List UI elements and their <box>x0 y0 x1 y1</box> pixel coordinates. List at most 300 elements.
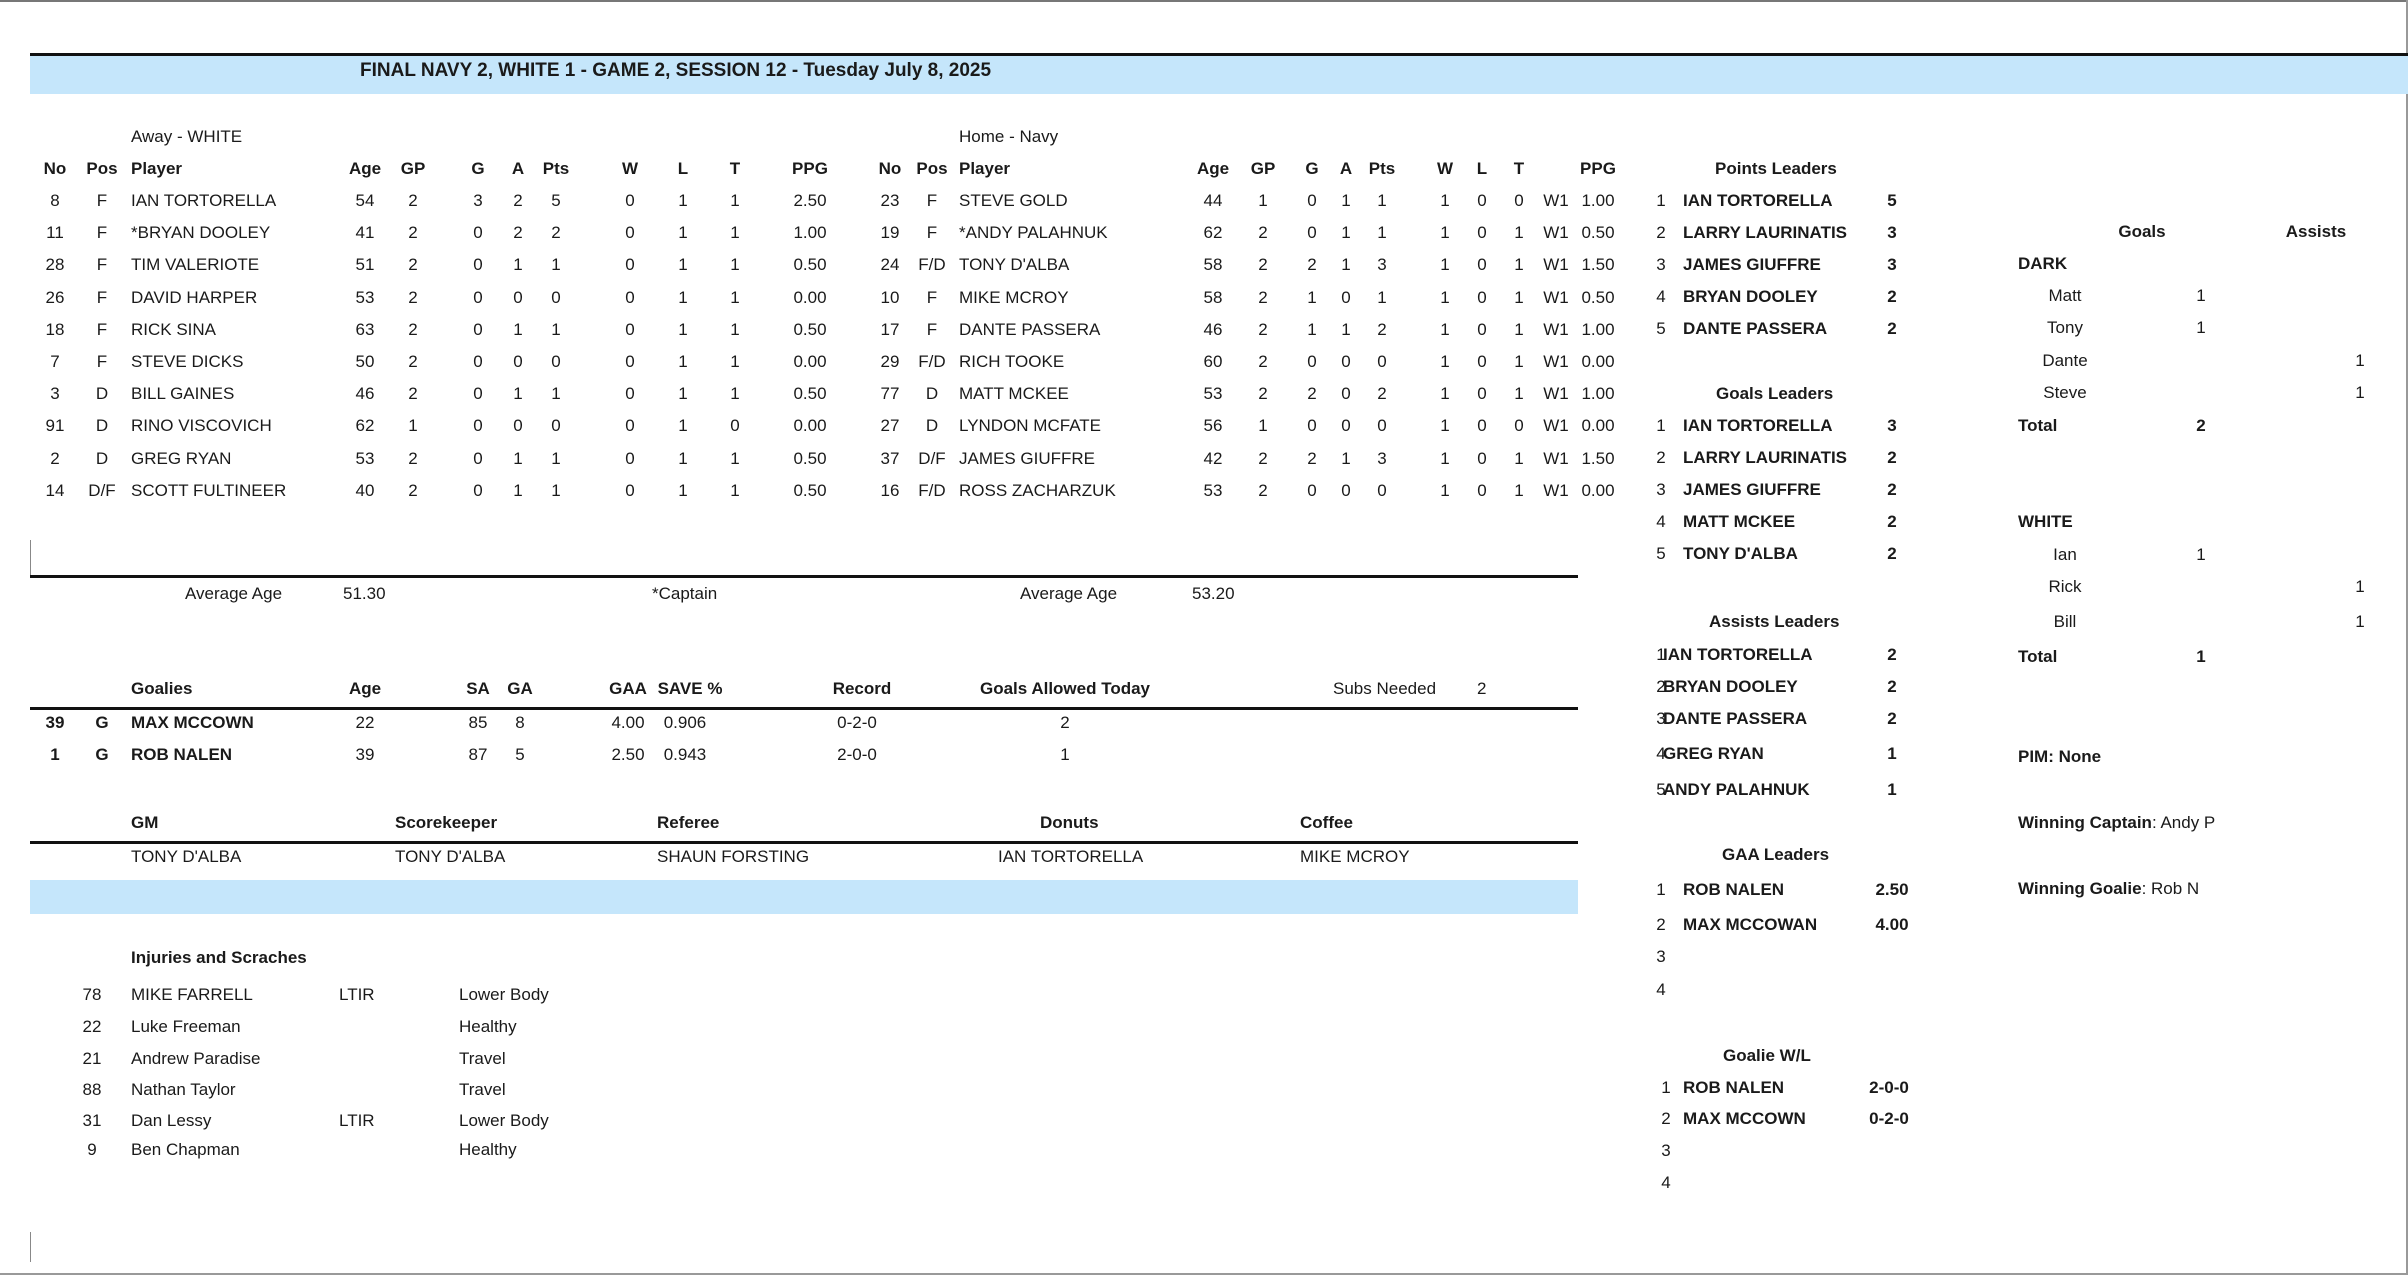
player-name: JAMES GIUFFRE <box>959 449 1096 468</box>
player-number: 3 <box>50 384 60 403</box>
player-number: 7 <box>50 352 60 371</box>
player-position: F <box>96 320 108 339</box>
leader-name: BRYAN DOOLEY <box>1683 287 1818 306</box>
player-ties: 1 <box>1514 223 1524 242</box>
player-assists: 1 <box>1341 320 1351 339</box>
header-age: Age <box>348 159 382 178</box>
staff-value: TONY D'ALBA <box>395 847 506 866</box>
player-assists: 0 <box>513 288 523 307</box>
player-gp: 2 <box>1258 255 1268 274</box>
leader-rank: 4 <box>1656 287 1666 306</box>
scorer-name: Ian <box>2053 545 2077 564</box>
player-losses: 1 <box>678 449 688 468</box>
player-assists: 0 <box>1341 416 1351 435</box>
winning-captain-value: : Andy P <box>2151 813 2216 832</box>
header-gp: GP <box>400 159 426 178</box>
player-wins: 0 <box>625 320 635 339</box>
player-points: 2 <box>1377 320 1387 339</box>
player-number: 27 <box>880 416 900 435</box>
leader-rank: 5 <box>1656 319 1666 338</box>
player-age: 42 <box>1203 449 1223 468</box>
player-ppg: 1.00 <box>1581 384 1615 403</box>
player-points: 2 <box>551 223 561 242</box>
player-assists: 1 <box>1341 255 1351 274</box>
player-gp: 2 <box>1258 352 1268 371</box>
leaders-title: Goals Leaders <box>1716 384 1834 403</box>
header-a: A <box>1339 159 1353 178</box>
player-number: 8 <box>50 191 60 210</box>
winning-goalie-label: Winning Goalie <box>2018 879 2142 898</box>
goalie-save-pct: 0.906 <box>663 713 707 732</box>
player-position: F <box>926 191 938 210</box>
player-position: F/D <box>918 481 946 500</box>
player-position: D/F <box>918 449 946 468</box>
home-average-age-label: Average Age <box>1020 584 1118 603</box>
roster-bottom-rule <box>30 575 1578 578</box>
subs-needed-value: 2 <box>1477 679 1487 698</box>
player-ppg: 0.50 <box>1581 223 1615 242</box>
player-number: 17 <box>880 320 900 339</box>
player-goals: 0 <box>1307 481 1317 500</box>
player-losses: 1 <box>678 481 688 500</box>
injury-name: Ben Chapman <box>131 1140 240 1159</box>
player-losses: 1 <box>678 288 688 307</box>
player-wins: 0 <box>625 384 635 403</box>
frame-top <box>0 0 2408 2</box>
player-position: F/D <box>918 255 946 274</box>
player-gp: 2 <box>408 255 418 274</box>
player-points: 1 <box>551 384 561 403</box>
staff-header: GM <box>131 813 159 832</box>
player-age: 44 <box>1203 191 1223 210</box>
player-ppg: 1.50 <box>1581 255 1615 274</box>
player-ties: 1 <box>730 449 740 468</box>
leader-name: LARRY LAURINATIS <box>1683 223 1848 242</box>
player-ties: 0 <box>1514 191 1524 210</box>
staff-header: Coffee <box>1300 813 1353 832</box>
player-streak: W1 <box>1543 449 1569 468</box>
player-age: 46 <box>1203 320 1223 339</box>
player-ppg: 0.50 <box>793 255 827 274</box>
leader-name: TONY D'ALBA <box>1683 544 1798 563</box>
leader-value: 3 <box>1887 416 1897 435</box>
leader-name: LARRY LAURINATIS <box>1683 448 1848 467</box>
player-name: IAN TORTORELLA <box>131 191 277 210</box>
player-goals: 0 <box>473 449 483 468</box>
injury-number: 22 <box>82 1017 102 1036</box>
player-points: 3 <box>1377 255 1387 274</box>
player-gp: 2 <box>408 223 418 242</box>
injuries-title: Injuries and Scraches <box>131 948 307 967</box>
player-number: 23 <box>880 191 900 210</box>
player-points: 5 <box>551 191 561 210</box>
player-age: 58 <box>1203 255 1223 274</box>
player-ppg: 1.00 <box>1581 320 1615 339</box>
goalies-header-age: Age <box>348 679 382 698</box>
player-wins: 1 <box>1440 384 1450 403</box>
player-losses: 1 <box>678 255 688 274</box>
player-number: 37 <box>880 449 900 468</box>
header-ppg: PPG <box>1580 159 1616 178</box>
goalie-position: G <box>95 745 109 764</box>
goalie-ga: 5 <box>515 745 525 764</box>
player-age: 60 <box>1203 352 1223 371</box>
player-goals: 0 <box>473 352 483 371</box>
player-wins: 1 <box>1440 288 1450 307</box>
player-losses: 0 <box>1477 191 1487 210</box>
player-assists: 0 <box>1341 384 1351 403</box>
leader-rank: 2 <box>1656 223 1666 242</box>
player-goals: 3 <box>473 191 483 210</box>
player-gp: 2 <box>1258 320 1268 339</box>
player-age: 51 <box>355 255 375 274</box>
leader-value: 0-2-0 <box>1869 1109 1909 1128</box>
home-average-age-value: 53.20 <box>1192 584 1235 603</box>
white-total-value: 1 <box>2196 647 2206 666</box>
player-gp: 2 <box>1258 288 1268 307</box>
player-number: 14 <box>45 481 65 500</box>
goalies-header-allowed: Goals Allowed Today <box>979 679 1151 698</box>
leader-name: BRYAN DOOLEY <box>1663 677 1798 696</box>
player-gp: 2 <box>408 481 418 500</box>
staff-value: SHAUN FORSTING <box>657 847 810 866</box>
player-assists: 1 <box>513 449 523 468</box>
staff-value: IAN TORTORELLA <box>998 847 1144 866</box>
player-age: 56 <box>1203 416 1223 435</box>
player-goals: 2 <box>1307 384 1317 403</box>
player-position: D <box>95 416 109 435</box>
player-ppg: 1.50 <box>1581 449 1615 468</box>
player-position: F <box>926 223 938 242</box>
player-assists: 1 <box>1341 449 1351 468</box>
page-title: FINAL NAVY 2, WHITE 1 - GAME 2, SESSION 12 - Tuesday July 8, 2025 <box>360 60 992 81</box>
player-position: F/D <box>918 352 946 371</box>
player-ppg: 0.00 <box>793 288 827 307</box>
leader-rank: 2 <box>1656 677 1666 696</box>
leader-name: GREG RYAN <box>1663 744 1764 763</box>
injury-type: Lower Body <box>459 1111 549 1130</box>
white-team-label: WHITE <box>2018 512 2073 531</box>
scorer-goals: 1 <box>2196 545 2206 564</box>
goalie-name: ROB NALEN <box>131 745 233 764</box>
player-ties: 1 <box>1514 384 1524 403</box>
player-points: 3 <box>1377 449 1387 468</box>
player-wins: 1 <box>1440 416 1450 435</box>
player-wins: 1 <box>1440 223 1450 242</box>
player-losses: 0 <box>1477 255 1487 274</box>
player-points: 0 <box>1377 416 1387 435</box>
player-points: 1 <box>551 255 561 274</box>
leader-rank: 3 <box>1656 255 1666 274</box>
player-name: *ANDY PALAHNUK <box>959 223 1108 242</box>
player-position: F <box>96 352 108 371</box>
player-streak: W1 <box>1543 352 1569 371</box>
player-name: TONY D'ALBA <box>959 255 1070 274</box>
player-age: 62 <box>355 416 375 435</box>
leader-rank: 2 <box>1656 915 1666 934</box>
header-no: No <box>43 159 67 178</box>
player-position: F <box>96 288 108 307</box>
leader-name: JAMES GIUFFRE <box>1683 255 1821 274</box>
header-gp: GP <box>1250 159 1276 178</box>
leader-value: 1 <box>1887 780 1897 799</box>
scorer-name: Matt <box>2048 286 2082 305</box>
player-name: ROSS ZACHARZUK <box>959 481 1116 500</box>
injury-name: MIKE FARRELL <box>131 985 253 1004</box>
goalie-sa: 87 <box>468 745 488 764</box>
goalie-sa: 85 <box>468 713 488 732</box>
scorer-name: Tony <box>2047 318 2083 337</box>
leader-value: 2 <box>1887 448 1897 467</box>
player-assists: 1 <box>513 384 523 403</box>
player-points: 0 <box>1377 481 1387 500</box>
header-no: No <box>878 159 902 178</box>
leader-rank: 4 <box>1661 1173 1671 1192</box>
player-assists: 0 <box>513 352 523 371</box>
assists-column-header: Assists <box>2285 222 2347 241</box>
leader-rank: 4 <box>1656 980 1666 999</box>
player-position: F <box>96 191 108 210</box>
scorer-goals: 1 <box>2196 318 2206 337</box>
player-number: 26 <box>45 288 65 307</box>
injury-type: Healthy <box>459 1017 517 1036</box>
player-name: DANTE PASSERA <box>959 320 1101 339</box>
injury-status: LTIR <box>339 985 375 1004</box>
player-ties: 1 <box>730 481 740 500</box>
goalies-header-ga: GA <box>507 679 533 698</box>
staff-header: Scorekeeper <box>395 813 498 832</box>
leader-name: DANTE PASSERA <box>1663 709 1808 728</box>
player-name: TIM VALERIOTE <box>131 255 260 274</box>
player-name: LYNDON MCFATE <box>959 416 1101 435</box>
player-ties: 1 <box>1514 352 1524 371</box>
player-wins: 1 <box>1440 191 1450 210</box>
leaders-title: Assists Leaders <box>1709 612 1840 631</box>
header-player: Player <box>131 159 183 178</box>
header-w: W <box>1436 159 1454 178</box>
injury-name: Andrew Paradise <box>131 1049 261 1068</box>
player-goals: 0 <box>473 416 483 435</box>
player-gp: 2 <box>1258 481 1268 500</box>
leader-value: 2 <box>1887 677 1897 696</box>
player-name: RICK SINA <box>131 320 217 339</box>
roster-left-tick <box>30 540 31 575</box>
player-ppg: 2.50 <box>793 191 827 210</box>
away-average-age-label: Average Age <box>185 584 283 603</box>
staff-rule <box>30 841 1578 844</box>
leader-rank: 1 <box>1656 645 1666 664</box>
goalies-header-sa: SA <box>466 679 490 698</box>
player-ties: 1 <box>1514 255 1524 274</box>
player-number: 11 <box>46 223 64 242</box>
staff-header: Referee <box>657 813 720 832</box>
staff-header: Donuts <box>1040 813 1099 832</box>
player-number: 2 <box>50 449 60 468</box>
injury-type: Travel <box>459 1049 506 1068</box>
player-points: 2 <box>1377 384 1387 403</box>
player-losses: 1 <box>678 191 688 210</box>
scorer-name: Steve <box>2043 383 2087 402</box>
leader-rank: 5 <box>1656 544 1666 563</box>
player-gp: 2 <box>1258 449 1268 468</box>
home-team-label: Home - Navy <box>959 127 1059 146</box>
player-position: D/F <box>88 481 116 500</box>
player-streak: W1 <box>1543 191 1569 210</box>
header-t: T <box>729 159 741 178</box>
injury-number: 88 <box>82 1080 102 1099</box>
player-age: 53 <box>355 449 375 468</box>
player-gp: 2 <box>408 449 418 468</box>
leader-name: ROB NALEN <box>1683 880 1785 899</box>
player-goals: 0 <box>1307 416 1317 435</box>
player-streak: W1 <box>1543 223 1569 242</box>
player-losses: 1 <box>678 416 688 435</box>
player-goals: 0 <box>1307 352 1317 371</box>
header-l: L <box>1476 159 1488 178</box>
header-l: L <box>677 159 689 178</box>
player-gp: 2 <box>408 352 418 371</box>
goalie-goals-allowed: 1 <box>1060 745 1070 764</box>
goalies-title: Goalies <box>131 679 193 698</box>
white-total-label: Total <box>2018 647 2058 666</box>
player-ppg: 0.50 <box>793 481 827 500</box>
away-team-label: Away - WHITE <box>131 127 243 146</box>
player-ties: 0 <box>1514 416 1524 435</box>
player-points: 1 <box>551 481 561 500</box>
header-pos: Pos <box>86 159 118 178</box>
player-position: F <box>96 255 108 274</box>
player-name: STEVE GOLD <box>959 191 1068 210</box>
goalie-save-pct: 0.943 <box>663 745 707 764</box>
player-name: RICH TOOKE <box>959 352 1065 371</box>
player-age: 53 <box>1203 384 1223 403</box>
leader-rank: 3 <box>1656 709 1666 728</box>
player-goals: 0 <box>473 223 483 242</box>
player-name: *BRYAN DOOLEY <box>131 223 271 242</box>
staff-value: MIKE MCROY <box>1300 847 1410 866</box>
player-goals: 0 <box>473 288 483 307</box>
player-goals: 1 <box>1307 288 1317 307</box>
player-goals: 0 <box>473 384 483 403</box>
injury-number: 78 <box>82 985 102 1004</box>
leader-name: ANDY PALAHNUK <box>1663 780 1810 799</box>
player-goals: 0 <box>473 481 483 500</box>
player-losses: 1 <box>678 384 688 403</box>
leaders-title: Goalie W/L <box>1723 1046 1811 1065</box>
leader-value: 5 <box>1887 191 1897 210</box>
goalie-goals-allowed: 2 <box>1060 713 1070 732</box>
player-streak: W1 <box>1543 481 1569 500</box>
player-gp: 2 <box>1258 384 1268 403</box>
player-wins: 1 <box>1440 449 1450 468</box>
captain-note: *Captain <box>652 584 718 603</box>
player-name: BILL GAINES <box>131 384 235 403</box>
player-number: 77 <box>880 384 900 403</box>
injury-number: 31 <box>82 1111 102 1130</box>
player-assists: 0 <box>1341 481 1351 500</box>
player-number: 28 <box>45 255 65 274</box>
leader-value: 2 <box>1887 319 1897 338</box>
injury-type: Travel <box>459 1080 506 1099</box>
player-streak: W1 <box>1543 288 1569 307</box>
leader-value: 2.50 <box>1875 880 1909 899</box>
goalie-gaa: 4.00 <box>611 713 645 732</box>
player-number: 16 <box>880 481 900 500</box>
scorer-name: Dante <box>2042 351 2088 370</box>
header-a: A <box>511 159 525 178</box>
player-assists: 0 <box>1341 352 1351 371</box>
header-pos: Pos <box>916 159 948 178</box>
leader-rank: 1 <box>1656 880 1666 899</box>
player-ppg: 0.50 <box>793 384 827 403</box>
player-gp: 1 <box>408 416 418 435</box>
header-g: G <box>471 159 485 178</box>
leader-value: 2 <box>1887 480 1897 499</box>
goalie-age: 39 <box>355 745 375 764</box>
scorer-goals: 1 <box>2196 286 2206 305</box>
player-position: F <box>926 288 938 307</box>
scorer-assists: 1 <box>2355 577 2365 596</box>
player-name: SCOTT FULTINEER <box>131 481 287 500</box>
player-goals: 0 <box>473 320 483 339</box>
leader-value: 1 <box>1887 744 1897 763</box>
leader-rank: 4 <box>1656 744 1666 763</box>
goalies-header-gaa: GAA <box>609 679 647 698</box>
player-goals: 0 <box>1307 191 1317 210</box>
player-ties: 1 <box>730 384 740 403</box>
player-gp: 2 <box>408 288 418 307</box>
player-position: D <box>95 449 109 468</box>
player-wins: 0 <box>625 481 635 500</box>
scorer-name: Rick <box>2048 577 2082 596</box>
player-wins: 0 <box>625 416 635 435</box>
player-gp: 2 <box>1258 223 1268 242</box>
player-streak: W1 <box>1543 255 1569 274</box>
player-points: 1 <box>1377 288 1387 307</box>
player-ppg: 0.00 <box>1581 416 1615 435</box>
player-points: 1 <box>1377 223 1387 242</box>
player-wins: 0 <box>625 191 635 210</box>
player-age: 46 <box>355 384 375 403</box>
goalie-record: 0-2-0 <box>837 713 877 732</box>
player-age: 53 <box>1203 481 1223 500</box>
leader-value: 2 <box>1887 709 1897 728</box>
leader-value: 2 <box>1887 512 1897 531</box>
player-ties: 1 <box>1514 449 1524 468</box>
player-age: 58 <box>1203 288 1223 307</box>
player-goals: 2 <box>1307 255 1317 274</box>
player-assists: 1 <box>1341 191 1351 210</box>
goalie-age: 22 <box>355 713 375 732</box>
header-age: Age <box>1196 159 1230 178</box>
player-ppg: 1.00 <box>793 223 827 242</box>
injury-type: Lower Body <box>459 985 549 1004</box>
player-wins: 1 <box>1440 320 1450 339</box>
player-position: D <box>925 384 939 403</box>
player-streak: W1 <box>1543 384 1569 403</box>
goalie-name: MAX MCCOWN <box>131 713 254 732</box>
player-ties: 1 <box>730 352 740 371</box>
winning-captain-label: Winning Captain <box>2018 813 2152 832</box>
injury-name: Nathan Taylor <box>131 1080 236 1099</box>
leader-value: 4.00 <box>1875 915 1909 934</box>
player-ties: 1 <box>1514 320 1524 339</box>
page-left-tick <box>30 1232 31 1262</box>
leader-rank: 3 <box>1656 480 1666 499</box>
player-points: 0 <box>1377 352 1387 371</box>
player-goals: 2 <box>1307 449 1317 468</box>
player-wins: 0 <box>625 288 635 307</box>
